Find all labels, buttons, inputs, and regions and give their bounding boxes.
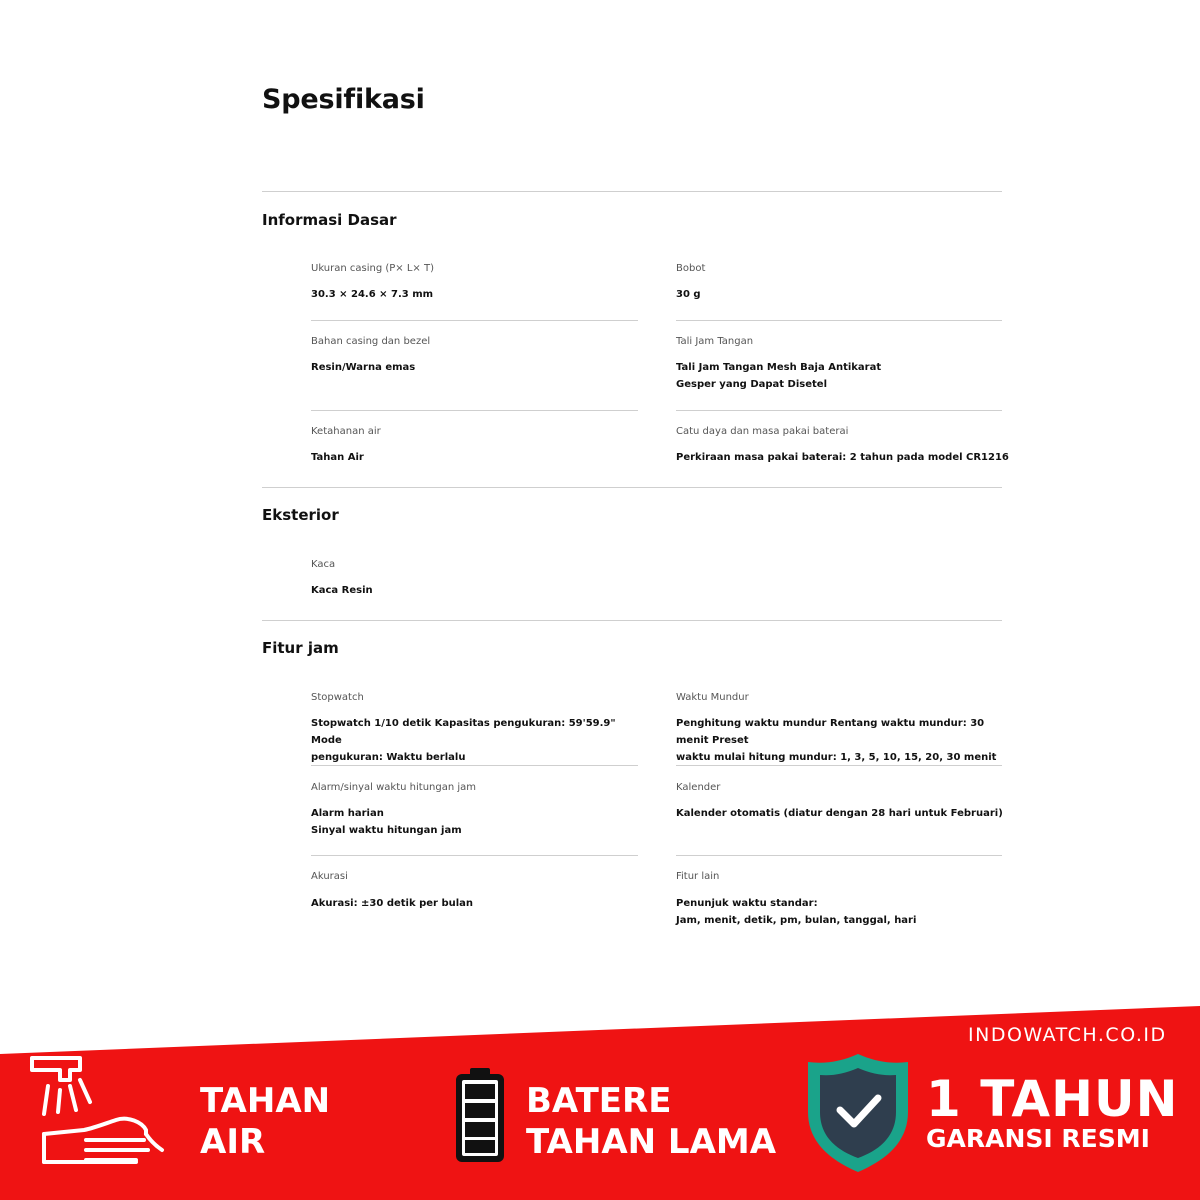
section-heading-fitur-jam: Fitur jam xyxy=(262,639,339,657)
spec-value-alarm: Alarm harian Sinyal waktu hitungan jam xyxy=(311,808,462,836)
spec-label-water-resistance: Ketahanan air xyxy=(311,426,381,437)
spec-value-case-size: 30.3 × 24.6 × 7.3 mm xyxy=(311,289,434,300)
spec-value-accuracy: Akurasi: ±30 detik per bulan xyxy=(311,898,474,909)
spec-label-alarm: Alarm/sinyal waktu hitungan jam xyxy=(311,782,477,793)
divider xyxy=(676,855,1002,856)
shield-check-icon xyxy=(806,1052,910,1174)
section-heading-informasi-dasar: Informasi Dasar xyxy=(262,211,397,229)
spec-label-calendar: Kalender xyxy=(676,782,721,793)
spec-label-case-material: Bahan casing dan bezel xyxy=(311,336,431,347)
spec-value-calendar: Kalender otomatis (diatur dengan 28 hari untuk Februari) xyxy=(676,808,1003,819)
site-url: INDOWATCH.CO.ID xyxy=(968,1024,1167,1046)
spec-label-accuracy: Akurasi xyxy=(311,871,348,882)
spec-value-band: Tali Jam Tangan Mesh Baja Antikarat Gesper yang Dapat Disetel xyxy=(676,362,882,390)
divider xyxy=(676,320,1002,321)
divider xyxy=(311,320,638,321)
divider xyxy=(676,765,1002,766)
divider xyxy=(311,410,638,411)
divider xyxy=(262,487,1002,488)
spec-label-other-features: Fitur lain xyxy=(676,871,720,882)
spec-label-glass: Kaca xyxy=(311,559,336,570)
feature-water-resistant: TAHAN AIR xyxy=(200,1081,331,1162)
spec-label-countdown: Waktu Mundur xyxy=(676,692,749,703)
divider xyxy=(311,855,638,856)
divider xyxy=(262,191,1002,192)
spec-label-stopwatch: Stopwatch xyxy=(311,692,364,703)
section-heading-eksterior: Eksterior xyxy=(262,506,339,524)
spec-value-glass: Kaca Resin xyxy=(311,585,373,596)
spec-label-weight: Bobot xyxy=(676,263,706,274)
divider xyxy=(262,620,1002,621)
spec-value-weight: 30 g xyxy=(676,289,701,300)
water-hand-icon xyxy=(24,1050,184,1170)
spec-value-stopwatch: Stopwatch 1/10 detik Kapasitas pengukuran: 59'59.9" Mode pengukuran: Waktu berlalu xyxy=(311,718,616,763)
spec-label-case-size: Ukuran casing (P× L× T) xyxy=(311,263,435,274)
spec-value-water-resistance: Tahan Air xyxy=(311,452,364,463)
spec-value-countdown: Penghitung waktu mundur Rentang waktu mundur: 30 menit Preset waktu mulai hitung mundur: 1, 3, 5, 10, 15, 20, 30 menit xyxy=(676,718,997,763)
spec-value-battery: Perkiraan masa pakai baterai: 2 tahun pada model CR1216 xyxy=(676,452,1009,463)
divider xyxy=(311,765,638,766)
spec-value-case-material: Resin/Warna emas xyxy=(311,362,416,373)
spec-label-band: Tali Jam Tangan xyxy=(676,336,754,347)
warranty-label: GARANSI RESMI xyxy=(926,1124,1150,1153)
spec-value-other-features: Penunjuk waktu standar: Jam, menit, detik, pm, bulan, tanggal, hari xyxy=(676,898,917,926)
battery-icon xyxy=(452,1066,508,1166)
divider xyxy=(676,410,1002,411)
spec-label-battery: Catu daya dan masa pakai baterai xyxy=(676,426,849,437)
page-title: Spesifikasi xyxy=(262,84,425,115)
feature-long-battery: BATERE TAHAN LAMA xyxy=(526,1081,777,1162)
warranty-duration: 1 TAHUN xyxy=(926,1070,1179,1128)
